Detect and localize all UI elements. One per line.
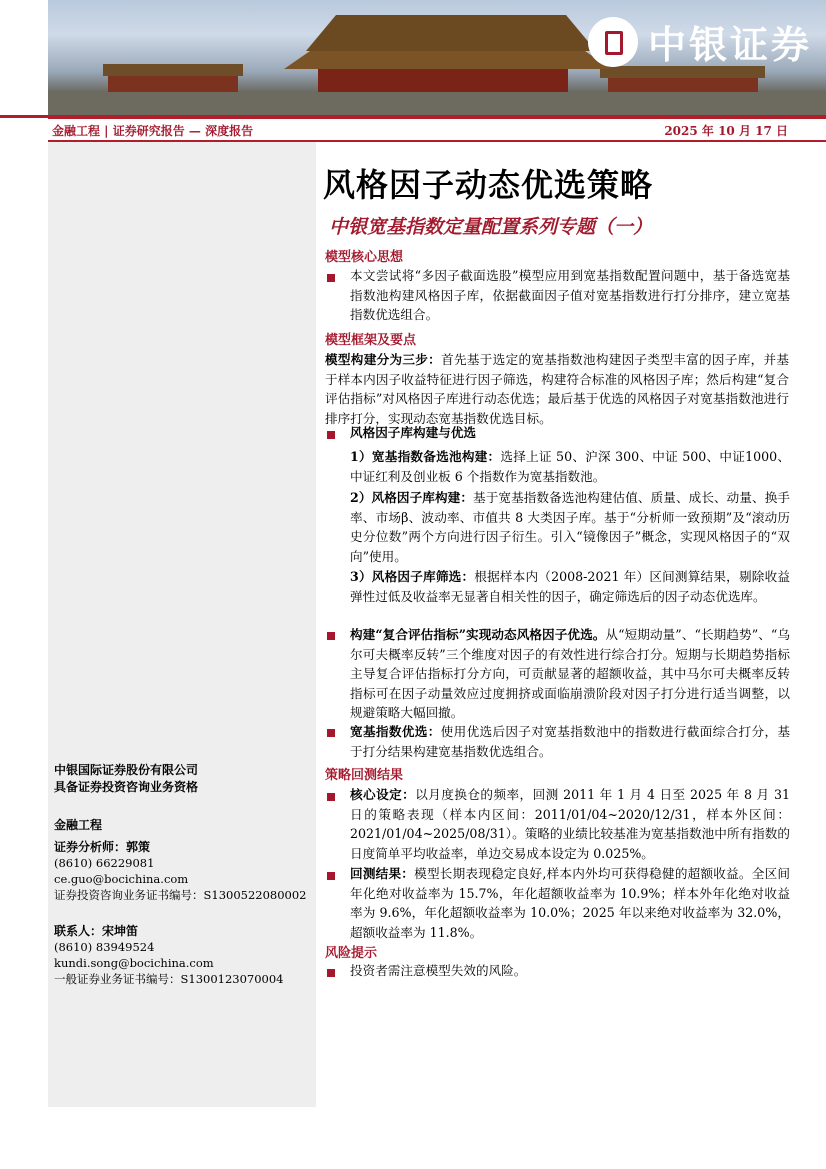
section-heading-core: 模型核心思想 (325, 250, 404, 265)
section-heading-framework: 模型框架及要点 (325, 333, 417, 348)
sidebar (48, 142, 316, 1107)
backtest-result-paragraph (350, 864, 790, 942)
contact-phone: (8610) 83949524 (54, 940, 155, 954)
analyst-block (54, 839, 307, 903)
step1-paragraph (350, 447, 790, 486)
step1-lead: 1）宽基指数备选池构建： (350, 449, 501, 464)
analyst-cert: 证券投资咨询业务证书编号：S1300522080002 (54, 888, 307, 902)
department: 金融工程 (54, 818, 103, 832)
step2-lead: 2）风格因子库构建： (350, 490, 474, 505)
step1-text: 选择上证 50、沪深 300、中证 500、中证1000、中证红利及创业板 6 个指数作为宽基指数池。 (350, 449, 790, 484)
composite-lead: 构建“复合评估指标”实现动态风格因子优选。 (350, 627, 606, 642)
select-text: 使用优选后因子对宽基指数池中的指数进行截面综合打分，基于打分结果构建宽基指数优选组合。 (350, 724, 791, 759)
company-qualification: 具备证券投资咨询业务资格 (54, 780, 199, 794)
header-banner (48, 0, 826, 115)
framework-text: 首先基于选定的宽基指数池构建因子类型丰富的因子库，并基于样本内因子收益特征进行因子筛选，构建符合标准的风格因子库；然后构建“复合评估指标”对风格因子库进行动态优选；最后基于优选的风格因子对宽基指数池进行排序打分，实现动态宽基指数优选目标。 (325, 352, 790, 426)
contact-email[interactable]: kundi.song@bocichina.com (54, 956, 214, 970)
analyst-phone: (8610) 66229081 (54, 856, 155, 870)
risk-text: 投资者需注意模型失效的风险。 (350, 963, 527, 978)
building-roof-left (103, 64, 243, 76)
brand-logo (588, 14, 812, 69)
analyst-email[interactable]: ce.guo@bocichina.com (54, 872, 189, 886)
company-block (54, 762, 198, 796)
contact-cert: 一般证券业务证书编号：S1300123070004 (54, 972, 284, 986)
bt2-lead: 回测结果： (350, 866, 415, 881)
framework-paragraph (325, 350, 789, 428)
composite-paragraph (350, 625, 790, 723)
bullet-icon (327, 872, 335, 880)
bt1-lead: 核心设定： (350, 787, 416, 802)
bullet-icon (327, 793, 335, 801)
hall-roof-lower (284, 51, 611, 69)
report-info-bar (48, 118, 826, 142)
step2-paragraph (350, 488, 790, 566)
select-paragraph (350, 722, 790, 761)
step3-paragraph (350, 567, 790, 606)
backtest-setting-paragraph (350, 785, 790, 863)
report-date: 2025 年 10 月 17 日 (664, 124, 788, 138)
section-heading-backtest: 策略回测结果 (325, 768, 404, 783)
analyst-name: 证券分析师：郭策 (54, 840, 151, 854)
report-subtitle: 中银宽基指数定量配置系列专题（一） (329, 216, 653, 238)
report-title: 风格因子动态优选策略 (323, 166, 654, 204)
hall-roof (306, 15, 596, 51)
bullet-icon (327, 969, 335, 977)
bank-logo-icon (588, 17, 638, 67)
bt2-text: 模型长期表现稳定良好,样本内外均可获得稳健的超额收益。全区间年化绝对收益率为 15.7%，年化超额收益率为 10.9%；样本外年化绝对收益率为 9.6%，年化超额收益率为 10.0%；2025 年以来绝对收益率为 32.0%，超额收益率为 11.8%。 (350, 866, 790, 940)
factor-lib-heading: 风格因子库构建与优选 (350, 425, 476, 440)
courtyard (48, 92, 826, 115)
report-category: 金融工程 | 证券研究报告 — 深度报告 (52, 124, 254, 138)
bt1-text: 以月度换仓的频率，回测 2011 年 1 月 4 日至 2025 年 8 月 31 日的策略表现（样本内区间：2011/01/04~2020/12/31，样本外区间：2021/01/04~2025/08/31）。策略的业绩比较基准为宽基指数池中所有指数的日度简单平均收益率，单边交易成本设定为 0.025%。 (350, 787, 790, 861)
composite-text: 从“短期动量”、“长期趋势”、“乌尔可夫概率反转”三个维度对因子的有效性进行综合打分。短期与长期趋势指标主导复合评估指标打分方向，可贡献显著的超额收益，其中马尔可夫概率反转指标可在因子动量效应过度拥挤或面临崩溃阶段对因子打分进行适当调整，以规避策略大幅回撤。 (350, 627, 790, 720)
framework-lead: 模型构建分为三步： (325, 352, 442, 367)
step2-text: 基于宽基指数备选池构建估值、质量、成长、动量、换手率、市场β、波动率、市值共 8 大类因子库。基于“分析师一致预期”及“滚动历史分位数”两个方向进行因子衍生。引入“镜像因子”概念，实现风格因子的“双向”使用。 (350, 490, 791, 564)
company-name: 中银国际证券股份有限公司 (54, 763, 199, 777)
brand-name: 中银证券 (647, 23, 812, 67)
bullet-icon (327, 632, 335, 640)
contact-block (54, 923, 284, 987)
bullet-icon (327, 729, 335, 737)
core-idea-text: 本文尝试将“多因子截面选股”模型应用到宽基指数配置问题中，基于备选宽基指数池构建风格因子库，依据截面因子值对宽基指数进行打分排序，建立宽基指数优选组合。 (350, 268, 790, 322)
bullet-icon (327, 431, 335, 439)
building-right (608, 78, 758, 93)
hall-body (318, 69, 568, 93)
bullet-icon (327, 274, 335, 282)
step3-text: 根据样本内（2008-2021 年）区间测算结果，剔除收益弹性过低及收益率无显著自相关性的因子，确定筛选后的因子动态优选库。 (350, 569, 791, 604)
select-lead: 宽基指数优选： (350, 724, 441, 739)
contact-name: 联系人：宋坤笛 (54, 924, 139, 938)
step3-lead: 3）风格因子库筛选： (350, 569, 475, 584)
section-heading-risk: 风险提示 (325, 946, 378, 961)
building-left (108, 76, 238, 93)
